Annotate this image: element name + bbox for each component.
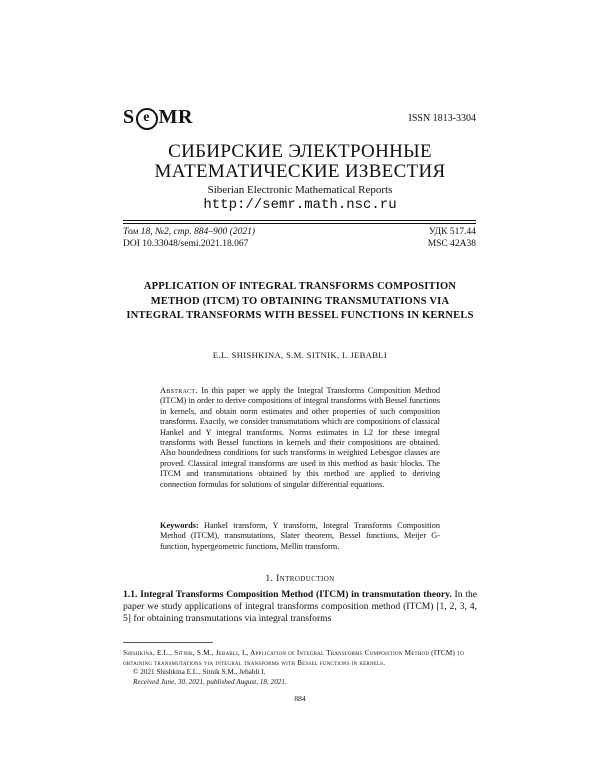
page-number: 884 [294,694,306,703]
header-rule-bottom [123,223,476,224]
intro-paragraph [123,589,477,625]
abstract-text: In this paper we apply the Integral Transforms Composition Method (ITCM) in order to derive compositions of integral transforms with Bessel functions in kernels, and obtain norm estimates and other properties of such composition transforms. Exactly, we consider transmutations which are compositions of classical Hankel and Y integral transforms. Norms estimates in L2 for these integral transforms with Bessel functions in kernels and their compositions are obtained. Also boundedness conditions for such transforms in weighted Lebesgue classes are proved. Classical integral transforms are used in this method as basic blocks. The ITCM and transmutations obtained by this method are applied to deriving connection formulas for solutions of singular differential equations. [160,386,440,489]
keywords [160,521,440,552]
footnote [123,649,477,687]
journal-title-ru-line1: СИБИРСКИЕ ЭЛЕКТРОННЫЕ [168,141,432,162]
volume-info: Том 18, №2, стр. 884–900 (2021) [123,227,256,237]
subsection-title: 1.1. Integral Transforms Composition Method (ITCM) in transmutation theory. [123,589,452,600]
abstract [160,386,440,490]
doi[interactable]: DOI 10.33048/semi.2021.18.067 [123,239,249,249]
journal-url[interactable]: http://semr.math.nsc.ru [203,197,397,213]
udk-code: УДК 517.44 [428,227,476,237]
journal-logo: S e MR [123,106,193,128]
footnote-citation: Shishkina, E.L., Sitnik, S.M., Jebabli, I., Application of Integral Transforms Composition Method (ITCM) to obtaining transmutations via integral transforms with Bessel functions in kernels. [123,649,465,667]
header-rule-top [123,220,476,221]
keywords-text: Hankel transform, Y transform, Integral Transforms Composition Method (ITCM), transmutations, Slater theorem, Bessel functions, Meijer G-function, hypergeometric functions, Mellin transform. [160,521,441,551]
footnote-rule [123,642,213,643]
issn: ISSN 1813-3304 [408,113,476,124]
keywords-label: Keywords: [160,521,199,530]
footnote-received: Received June, 30, 2021, published August, 18, 2021. [133,677,287,686]
paper-title: APPLICATION OF INTEGRAL TRANSFORMS COMPOSITION METHOD (ITCM) TO OBTAINING TRANSMUTATIONS VIA INTEGRAL TRANSFORMS WITH BESSEL FUNCTIONS IN KERNELS [126,281,474,321]
journal-title-en: Siberian Electronic Mathematical Reports [207,184,393,196]
journal-title-ru-line2: МАТЕМАТИЧЕСКИЕ ИЗВЕСТИЯ [154,161,446,182]
abstract-label: Abstract. [160,386,198,395]
section-heading: 1. Introduction [265,574,335,584]
footnote-copyright: © 2021 Shishkina E.L., Sitnik S.M., Jebabli I. [133,668,266,677]
msc-code: MSC 42A38 [427,239,476,249]
paragraph-text: In the paper we study applications of integral transforms composition method (ITCM) [1, 2, 3, 4, 5] for obtaining transmutations via integral transforms [123,589,477,624]
authors: E.L. SHISHKINA, S.M. SITNIK, I. JEBABLI [212,350,388,360]
